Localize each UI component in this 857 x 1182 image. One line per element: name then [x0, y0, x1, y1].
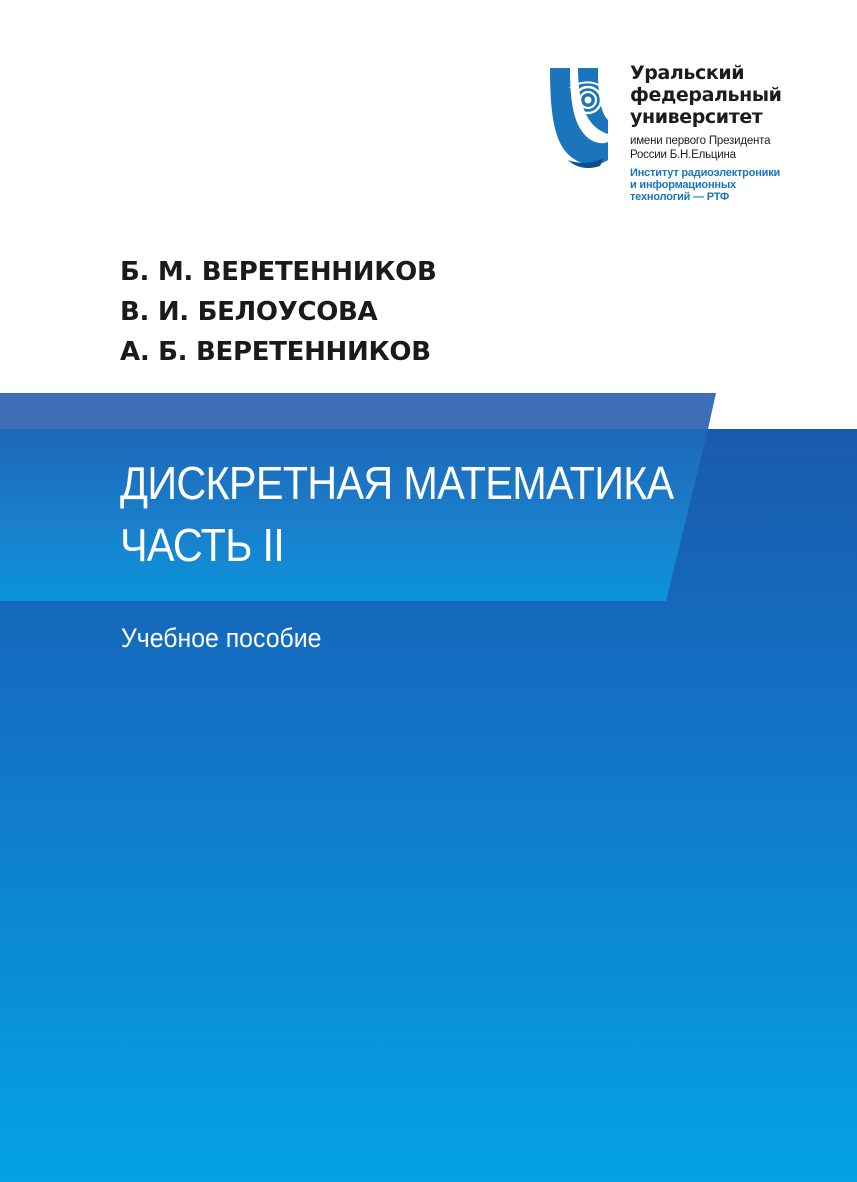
university-name [630, 62, 820, 203]
author-name: А. Б. ВЕРЕТЕННИКОВ [120, 337, 431, 367]
institute-line: Институт радиоэлектроники [630, 167, 781, 179]
author-name: В. И. БЕЛОУСОВА [120, 297, 378, 327]
university-name-line: Уральский [630, 62, 745, 84]
decorative-band [0, 393, 857, 429]
university-logo [548, 62, 818, 212]
title-line: ДИСКРЕТНАЯ МАТЕМАТИКА [120, 457, 674, 509]
book-title [120, 452, 735, 576]
named-after-line: имени первого Президента [630, 135, 771, 147]
named-after-line: России Б.Н.Ельцина [630, 149, 736, 161]
ural-federal-university-logo-icon [548, 64, 610, 168]
institute-line: и информационных [630, 179, 736, 191]
title-line: ЧАСТЬ II [120, 519, 285, 571]
university-name-line: университет [630, 106, 763, 128]
book-subtitle: Учебное пособие [121, 623, 322, 653]
authors-list [120, 252, 437, 372]
university-name-line: федеральный [630, 84, 782, 106]
institute-line: технологий — РТФ [630, 191, 730, 203]
author-name: Б. М. ВЕРЕТЕННИКОВ [120, 257, 437, 287]
